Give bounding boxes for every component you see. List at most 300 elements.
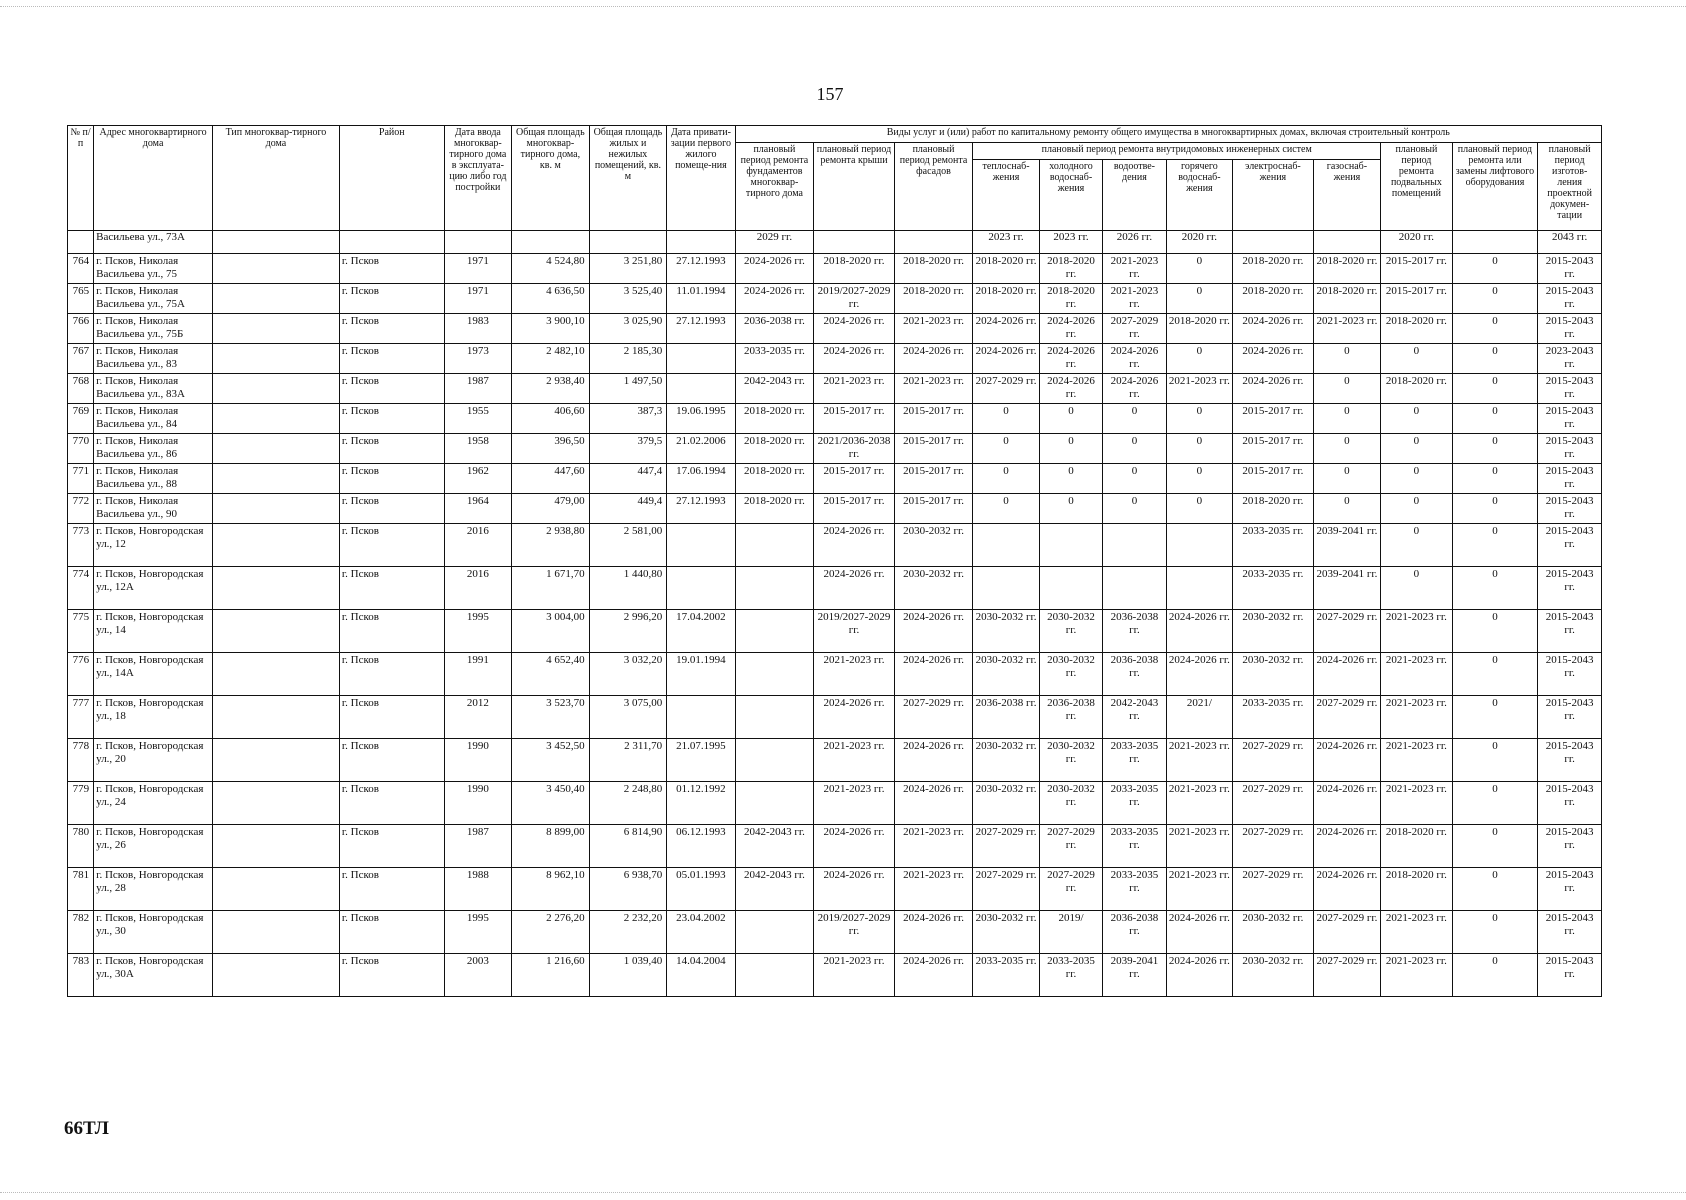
cell-living-area: 2 311,70: [589, 739, 667, 782]
cell-house-type: [213, 344, 340, 374]
cell-num: 771: [68, 464, 94, 494]
cell-num: 766: [68, 314, 94, 344]
cell-heat: 2030-2032 гг.: [973, 610, 1039, 653]
cell-design: 2015-2043 гг.: [1538, 782, 1602, 825]
cell-total-area: 3 523,70: [512, 696, 590, 739]
cell-house-type: [213, 434, 340, 464]
table-row: [68, 868, 1602, 911]
cell-district: г. Псков: [339, 254, 444, 284]
cell-num: 764: [68, 254, 94, 284]
cell-total-area: 396,50: [512, 434, 590, 464]
cell-hot-water: 0: [1166, 434, 1232, 464]
cell-facade: 2024-2026 гг.: [894, 782, 973, 825]
cell-sewer: 2026 гг.: [1103, 231, 1166, 254]
cell-basement: 2018-2020 гг.: [1381, 314, 1453, 344]
cell-foundation: 2042-2043 гг.: [735, 374, 814, 404]
cell-hot-water: 2024-2026 гг.: [1166, 610, 1232, 653]
cell-elevator: 0: [1452, 696, 1538, 739]
cell-foundation: 2033-2035 гг.: [735, 344, 814, 374]
cell-electric: 2027-2029 гг.: [1233, 782, 1314, 825]
cell-cold-water: 2033-2035 гг.: [1039, 954, 1102, 997]
cell-district: г. Псков: [339, 911, 444, 954]
cell-total-area: 447,60: [512, 464, 590, 494]
cell-gas: 2024-2026 гг.: [1313, 653, 1380, 696]
cell-privatization: 14.04.2004: [667, 954, 735, 997]
cell-electric: 2015-2017 гг.: [1233, 404, 1314, 434]
cell-cold-water: [1039, 567, 1102, 610]
cell-electric: 2024-2026 гг.: [1233, 314, 1314, 344]
cell-basement: 2015-2017 гг.: [1381, 254, 1453, 284]
header-facade: плановый период ремонта фасадов: [894, 143, 973, 231]
cell-num: 778: [68, 739, 94, 782]
cell-gas: 2024-2026 гг.: [1313, 739, 1380, 782]
cell-cold-water: 2024-2026 гг.: [1039, 344, 1102, 374]
cell-electric: 2024-2026 гг.: [1233, 344, 1314, 374]
cell-house-type: [213, 314, 340, 344]
header-heat: теплоснаб-жения: [973, 160, 1039, 231]
cell-facade: 2015-2017 гг.: [894, 404, 973, 434]
cell-elevator: 0: [1452, 314, 1538, 344]
cell-cold-water: 0: [1039, 434, 1102, 464]
cell-num: 776: [68, 653, 94, 696]
cell-privatization: [667, 696, 735, 739]
cell-year: 1983: [444, 314, 511, 344]
cell-heat: 0: [973, 494, 1039, 524]
cell-privatization: 27.12.1993: [667, 314, 735, 344]
cell-hot-water: 2021-2023 гг.: [1166, 868, 1232, 911]
cell-total-area: 2 938,80: [512, 524, 590, 567]
cell-elevator: 0: [1452, 868, 1538, 911]
cell-elevator: 0: [1452, 524, 1538, 567]
table-row: [68, 464, 1602, 494]
cell-facade: 2015-2017 гг.: [894, 464, 973, 494]
cell-roof: 2015-2017 гг.: [814, 464, 895, 494]
header-address: Адрес многоквартирного дома: [94, 126, 213, 231]
cell-hot-water: 2021/: [1166, 696, 1232, 739]
table-row: [68, 567, 1602, 610]
cell-foundation: 2036-2038 гг.: [735, 314, 814, 344]
cell-address: Васильева ул., 73А: [94, 231, 213, 254]
cell-house-type: [213, 696, 340, 739]
table-row: [68, 434, 1602, 464]
cell-heat: [973, 524, 1039, 567]
cell-house-type: [213, 404, 340, 434]
cell-hot-water: 2021-2023 гг.: [1166, 825, 1232, 868]
cell-facade: 2024-2026 гг.: [894, 911, 973, 954]
cell-num: 774: [68, 567, 94, 610]
table-row: [68, 954, 1602, 997]
cell-hot-water: 2018-2020 гг.: [1166, 314, 1232, 344]
cell-elevator: [1452, 231, 1538, 254]
cell-elevator: 0: [1452, 254, 1538, 284]
header-design: плановый период изготов-ления проектной докумен-тации: [1538, 143, 1602, 231]
cell-hot-water: 2021-2023 гг.: [1166, 374, 1232, 404]
cell-year: 1971: [444, 284, 511, 314]
cell-address: г. Псков, Николая Васильева ул., 86: [94, 434, 213, 464]
cell-sewer: 2033-2035 гг.: [1103, 825, 1166, 868]
cell-num: 780: [68, 825, 94, 868]
cell-house-type: [213, 374, 340, 404]
cell-total-area: [512, 231, 590, 254]
cell-address: г. Псков, Новгородская ул., 14: [94, 610, 213, 653]
cell-address: г. Псков, Новгородская ул., 26: [94, 825, 213, 868]
cell-elevator: 0: [1452, 954, 1538, 997]
cell-design: 2015-2043 гг.: [1538, 825, 1602, 868]
cell-roof: 2018-2020 гг.: [814, 254, 895, 284]
cell-living-area: 2 248,80: [589, 782, 667, 825]
cell-elevator: 0: [1452, 567, 1538, 610]
cell-district: г. Псков: [339, 284, 444, 314]
header-foundation: плановый период ремонта фундаментов многоквар-тирного дома: [735, 143, 814, 231]
cell-design: 2015-2043 гг.: [1538, 284, 1602, 314]
cell-year: 1990: [444, 739, 511, 782]
cell-design: 2015-2043 гг.: [1538, 314, 1602, 344]
table-row: [68, 344, 1602, 374]
cell-living-area: 6 814,90: [589, 825, 667, 868]
cell-gas: 0: [1313, 374, 1380, 404]
cell-electric: 2015-2017 гг.: [1233, 434, 1314, 464]
cell-living-area: 447,4: [589, 464, 667, 494]
table-row: [68, 404, 1602, 434]
cell-privatization: 05.01.1993: [667, 868, 735, 911]
cell-facade: 2024-2026 гг.: [894, 739, 973, 782]
cell-address: г. Псков, Новгородская ул., 30: [94, 911, 213, 954]
cell-design: 2015-2043 гг.: [1538, 739, 1602, 782]
cell-house-type: [213, 954, 340, 997]
cell-electric: 2033-2035 гг.: [1233, 567, 1314, 610]
cell-privatization: 23.04.2002: [667, 911, 735, 954]
cell-facade: 2021-2023 гг.: [894, 825, 973, 868]
cell-cold-water: 2030-2032 гг.: [1039, 610, 1102, 653]
cell-design: 2015-2043 гг.: [1538, 653, 1602, 696]
cell-design: 2015-2043 гг.: [1538, 464, 1602, 494]
cell-sewer: 2021-2023 гг.: [1103, 284, 1166, 314]
header-num: № п/п: [68, 126, 94, 231]
cell-elevator: 0: [1452, 434, 1538, 464]
cell-elevator: 0: [1452, 404, 1538, 434]
cell-privatization: 01.12.1992: [667, 782, 735, 825]
cell-foundation: 2042-2043 гг.: [735, 825, 814, 868]
cell-roof: 2024-2026 гг.: [814, 314, 895, 344]
cell-electric: 2027-2029 гг.: [1233, 825, 1314, 868]
cell-living-area: 2 232,20: [589, 911, 667, 954]
cell-privatization: [667, 231, 735, 254]
cell-num: 782: [68, 911, 94, 954]
cell-year: 1955: [444, 404, 511, 434]
cell-sewer: 2024-2026 гг.: [1103, 344, 1166, 374]
cell-roof: [814, 231, 895, 254]
cell-sewer: [1103, 567, 1166, 610]
cell-house-type: [213, 254, 340, 284]
cell-facade: 2015-2017 гг.: [894, 434, 973, 464]
cell-design: 2015-2043 гг.: [1538, 610, 1602, 653]
cell-facade: 2018-2020 гг.: [894, 284, 973, 314]
cell-basement: 2021-2023 гг.: [1381, 911, 1453, 954]
cell-district: г. Псков: [339, 825, 444, 868]
cell-cold-water: 2019/: [1039, 911, 1102, 954]
cell-total-area: 1 671,70: [512, 567, 590, 610]
cell-gas: 2024-2026 гг.: [1313, 782, 1380, 825]
cell-roof: 2021/2036-2038 гг.: [814, 434, 895, 464]
cell-cold-water: 0: [1039, 404, 1102, 434]
header-sewer: водоотве-дения: [1103, 160, 1166, 231]
header-basement: плановый период ремонта подвальных помещений: [1381, 143, 1453, 231]
cell-hot-water: 2024-2026 гг.: [1166, 653, 1232, 696]
cell-district: г. Псков: [339, 404, 444, 434]
cell-district: г. Псков: [339, 314, 444, 344]
cell-hot-water: 0: [1166, 494, 1232, 524]
cell-elevator: 0: [1452, 782, 1538, 825]
cell-gas: 0: [1313, 404, 1380, 434]
cell-num: 769: [68, 404, 94, 434]
cell-cold-water: 2030-2032 гг.: [1039, 653, 1102, 696]
cell-roof: 2024-2026 гг.: [814, 825, 895, 868]
cell-elevator: 0: [1452, 344, 1538, 374]
cell-elevator: 0: [1452, 610, 1538, 653]
header-elevator: плановый период ремонта или замены лифтового оборудования: [1452, 143, 1538, 231]
cell-total-area: 8 899,00: [512, 825, 590, 868]
cell-design: 2015-2043 гг.: [1538, 434, 1602, 464]
cell-total-area: 4 652,40: [512, 653, 590, 696]
cell-basement: 2021-2023 гг.: [1381, 782, 1453, 825]
cell-address: г. Псков, Новгородская ул., 20: [94, 739, 213, 782]
cell-sewer: 2033-2035 гг.: [1103, 868, 1166, 911]
cell-year: 1973: [444, 344, 511, 374]
cell-heat: 2030-2032 гг.: [973, 911, 1039, 954]
cell-district: г. Псков: [339, 954, 444, 997]
cell-roof: 2021-2023 гг.: [814, 374, 895, 404]
cell-total-area: 3 450,40: [512, 782, 590, 825]
cell-total-area: 2 276,20: [512, 911, 590, 954]
cell-sewer: 2036-2038 гг.: [1103, 911, 1166, 954]
cell-cold-water: 2036-2038 гг.: [1039, 696, 1102, 739]
cell-total-area: 3 900,10: [512, 314, 590, 344]
cell-living-area: 449,4: [589, 494, 667, 524]
cell-heat: 0: [973, 404, 1039, 434]
cell-cold-water: 2018-2020 гг.: [1039, 254, 1102, 284]
cell-facade: 2021-2023 гг.: [894, 374, 973, 404]
cell-living-area: 1 039,40: [589, 954, 667, 997]
cell-living-area: 3 025,90: [589, 314, 667, 344]
cell-num: 765: [68, 284, 94, 314]
footer-code: 66ТЛ: [64, 1118, 109, 1139]
cell-gas: [1313, 231, 1380, 254]
cell-address: г. Псков, Новгородская ул., 12А: [94, 567, 213, 610]
cell-privatization: 27.12.1993: [667, 494, 735, 524]
cell-hot-water: 0: [1166, 254, 1232, 284]
cell-facade: 2021-2023 гг.: [894, 314, 973, 344]
cell-living-area: 387,3: [589, 404, 667, 434]
cell-sewer: 2027-2029 гг.: [1103, 314, 1166, 344]
table-row: [68, 696, 1602, 739]
cell-privatization: 11.01.1994: [667, 284, 735, 314]
cell-roof: 2024-2026 гг.: [814, 696, 895, 739]
cell-hot-water: 2024-2026 гг.: [1166, 911, 1232, 954]
cell-house-type: [213, 464, 340, 494]
cell-year: [444, 231, 511, 254]
cell-year: 1995: [444, 911, 511, 954]
cell-foundation: 2024-2026 гг.: [735, 284, 814, 314]
cell-gas: 2021-2023 гг.: [1313, 314, 1380, 344]
cell-num: 770: [68, 434, 94, 464]
cell-roof: 2021-2023 гг.: [814, 954, 895, 997]
cell-roof: 2021-2023 гг.: [814, 782, 895, 825]
header-privatization: Дата привати-зации первого жилого помеще-ния: [667, 126, 735, 231]
cell-elevator: 0: [1452, 494, 1538, 524]
cell-living-area: 1 440,80: [589, 567, 667, 610]
cell-hot-water: 0: [1166, 344, 1232, 374]
cell-total-area: 3 452,50: [512, 739, 590, 782]
cell-privatization: 06.12.1993: [667, 825, 735, 868]
cell-address: г. Псков, Николая Васильева ул., 75: [94, 254, 213, 284]
header-hot-water: горячего водоснаб-жения: [1166, 160, 1232, 231]
cell-privatization: 21.02.2006: [667, 434, 735, 464]
cell-living-area: 1 497,50: [589, 374, 667, 404]
header-house-type: Тип многоквар-тирного дома: [213, 126, 340, 231]
cell-num: 773: [68, 524, 94, 567]
cell-living-area: 6 938,70: [589, 868, 667, 911]
cell-address: г. Псков, Николая Васильева ул., 75Б: [94, 314, 213, 344]
table-row: [68, 610, 1602, 653]
cell-hot-water: 0: [1166, 404, 1232, 434]
cell-elevator: 0: [1452, 284, 1538, 314]
cell-elevator: 0: [1452, 464, 1538, 494]
cell-electric: 2030-2032 гг.: [1233, 911, 1314, 954]
cell-house-type: [213, 653, 340, 696]
cell-design: 2015-2043 гг.: [1538, 868, 1602, 911]
page-number: 157: [816, 84, 844, 104]
cell-year: 1987: [444, 825, 511, 868]
cell-roof: 2019/2027-2029 гг.: [814, 610, 895, 653]
cell-foundation: [735, 782, 814, 825]
cell-elevator: 0: [1452, 911, 1538, 954]
table-row: [68, 231, 1602, 254]
cell-num: 775: [68, 610, 94, 653]
table-row: [68, 524, 1602, 567]
cell-total-area: 3 004,00: [512, 610, 590, 653]
cell-privatization: [667, 524, 735, 567]
cell-address: г. Псков, Николая Васильева ул., 75А: [94, 284, 213, 314]
cell-living-area: 3 032,20: [589, 653, 667, 696]
cell-heat: 2024-2026 гг.: [973, 314, 1039, 344]
cell-heat: 2027-2029 гг.: [973, 868, 1039, 911]
cell-house-type: [213, 911, 340, 954]
cell-design: 2015-2043 гг.: [1538, 404, 1602, 434]
cell-cold-water: 2027-2029 гг.: [1039, 825, 1102, 868]
header-year: Дата ввода многоквар-тирного дома в эксплуата-цию либо год постройки: [444, 126, 511, 231]
cell-roof: 2024-2026 гг.: [814, 344, 895, 374]
cell-living-area: 3 525,40: [589, 284, 667, 314]
cell-total-area: 8 962,10: [512, 868, 590, 911]
cell-sewer: 2042-2043 гг.: [1103, 696, 1166, 739]
cell-year: 1971: [444, 254, 511, 284]
cell-gas: 2024-2026 гг.: [1313, 825, 1380, 868]
cell-sewer: 2021-2023 гг.: [1103, 254, 1166, 284]
cell-year: 1958: [444, 434, 511, 464]
table-row: [68, 284, 1602, 314]
header-gas: газоснаб-жения: [1313, 160, 1380, 231]
cell-total-area: 4 524,80: [512, 254, 590, 284]
cell-roof: 2024-2026 гг.: [814, 524, 895, 567]
cell-address: г. Псков, Николая Васильева ул., 90: [94, 494, 213, 524]
cell-facade: 2024-2026 гг.: [894, 344, 973, 374]
cell-roof: 2019/2027-2029 гг.: [814, 911, 895, 954]
cell-basement: 2018-2020 гг.: [1381, 825, 1453, 868]
cell-address: г. Псков, Новгородская ул., 24: [94, 782, 213, 825]
scan-edge-top: [0, 6, 1686, 9]
cell-facade: 2024-2026 гг.: [894, 653, 973, 696]
cell-hot-water: 2021-2023 гг.: [1166, 782, 1232, 825]
cell-privatization: 17.04.2002: [667, 610, 735, 653]
cell-design: 2015-2043 гг.: [1538, 524, 1602, 567]
cell-year: 2012: [444, 696, 511, 739]
cell-design: 2015-2043 гг.: [1538, 374, 1602, 404]
cell-foundation: 2018-2020 гг.: [735, 464, 814, 494]
cell-heat: 2033-2035 гг.: [973, 954, 1039, 997]
cell-year: 1991: [444, 653, 511, 696]
header-cold-water: холодного водоснаб-жения: [1039, 160, 1102, 231]
cell-cold-water: 2018-2020 гг.: [1039, 284, 1102, 314]
cell-design: 2023-2043 гг.: [1538, 344, 1602, 374]
cell-facade: 2021-2023 гг.: [894, 868, 973, 911]
cell-electric: 2033-2035 гг.: [1233, 696, 1314, 739]
cell-foundation: [735, 610, 814, 653]
cell-basement: 0: [1381, 344, 1453, 374]
cell-elevator: 0: [1452, 739, 1538, 782]
cell-address: г. Псков, Новгородская ул., 30А: [94, 954, 213, 997]
cell-address: г. Псков, Николая Васильева ул., 83: [94, 344, 213, 374]
cell-year: 1988: [444, 868, 511, 911]
cell-district: г. Псков: [339, 696, 444, 739]
cell-foundation: 2042-2043 гг.: [735, 868, 814, 911]
cell-basement: 2021-2023 гг.: [1381, 653, 1453, 696]
cell-hot-water: 2024-2026 гг.: [1166, 954, 1232, 997]
cell-sewer: 2039-2041 гг.: [1103, 954, 1166, 997]
cell-heat: 2024-2026 гг.: [973, 344, 1039, 374]
cell-total-area: 2 938,40: [512, 374, 590, 404]
cell-basement: 0: [1381, 524, 1453, 567]
cell-district: [339, 231, 444, 254]
cell-gas: 0: [1313, 494, 1380, 524]
cell-total-area: 479,00: [512, 494, 590, 524]
cell-hot-water: 0: [1166, 284, 1232, 314]
cell-heat: 2036-2038 гг.: [973, 696, 1039, 739]
cell-privatization: 19.06.1995: [667, 404, 735, 434]
cell-facade: 2024-2026 гг.: [894, 954, 973, 997]
cell-district: г. Псков: [339, 434, 444, 464]
cell-address: г. Псков, Новгородская ул., 28: [94, 868, 213, 911]
cell-address: г. Псков, Новгородская ул., 14А: [94, 653, 213, 696]
cell-gas: 2027-2029 гг.: [1313, 610, 1380, 653]
cell-house-type: [213, 284, 340, 314]
cell-gas: 2027-2029 гг.: [1313, 954, 1380, 997]
cell-electric: 2018-2020 гг.: [1233, 494, 1314, 524]
cell-district: г. Псков: [339, 567, 444, 610]
cell-district: г. Псков: [339, 653, 444, 696]
cell-sewer: 2024-2026 гг.: [1103, 374, 1166, 404]
cell-num: [68, 231, 94, 254]
cell-electric: [1233, 231, 1314, 254]
cell-heat: 0: [973, 464, 1039, 494]
cell-privatization: 17.06.1994: [667, 464, 735, 494]
table-row: [68, 494, 1602, 524]
cell-num: 777: [68, 696, 94, 739]
cell-hot-water: [1166, 567, 1232, 610]
cell-sewer: [1103, 524, 1166, 567]
cell-address: г. Псков, Николая Васильева ул., 83А: [94, 374, 213, 404]
cell-foundation: 2018-2020 гг.: [735, 434, 814, 464]
cell-year: 1964: [444, 494, 511, 524]
